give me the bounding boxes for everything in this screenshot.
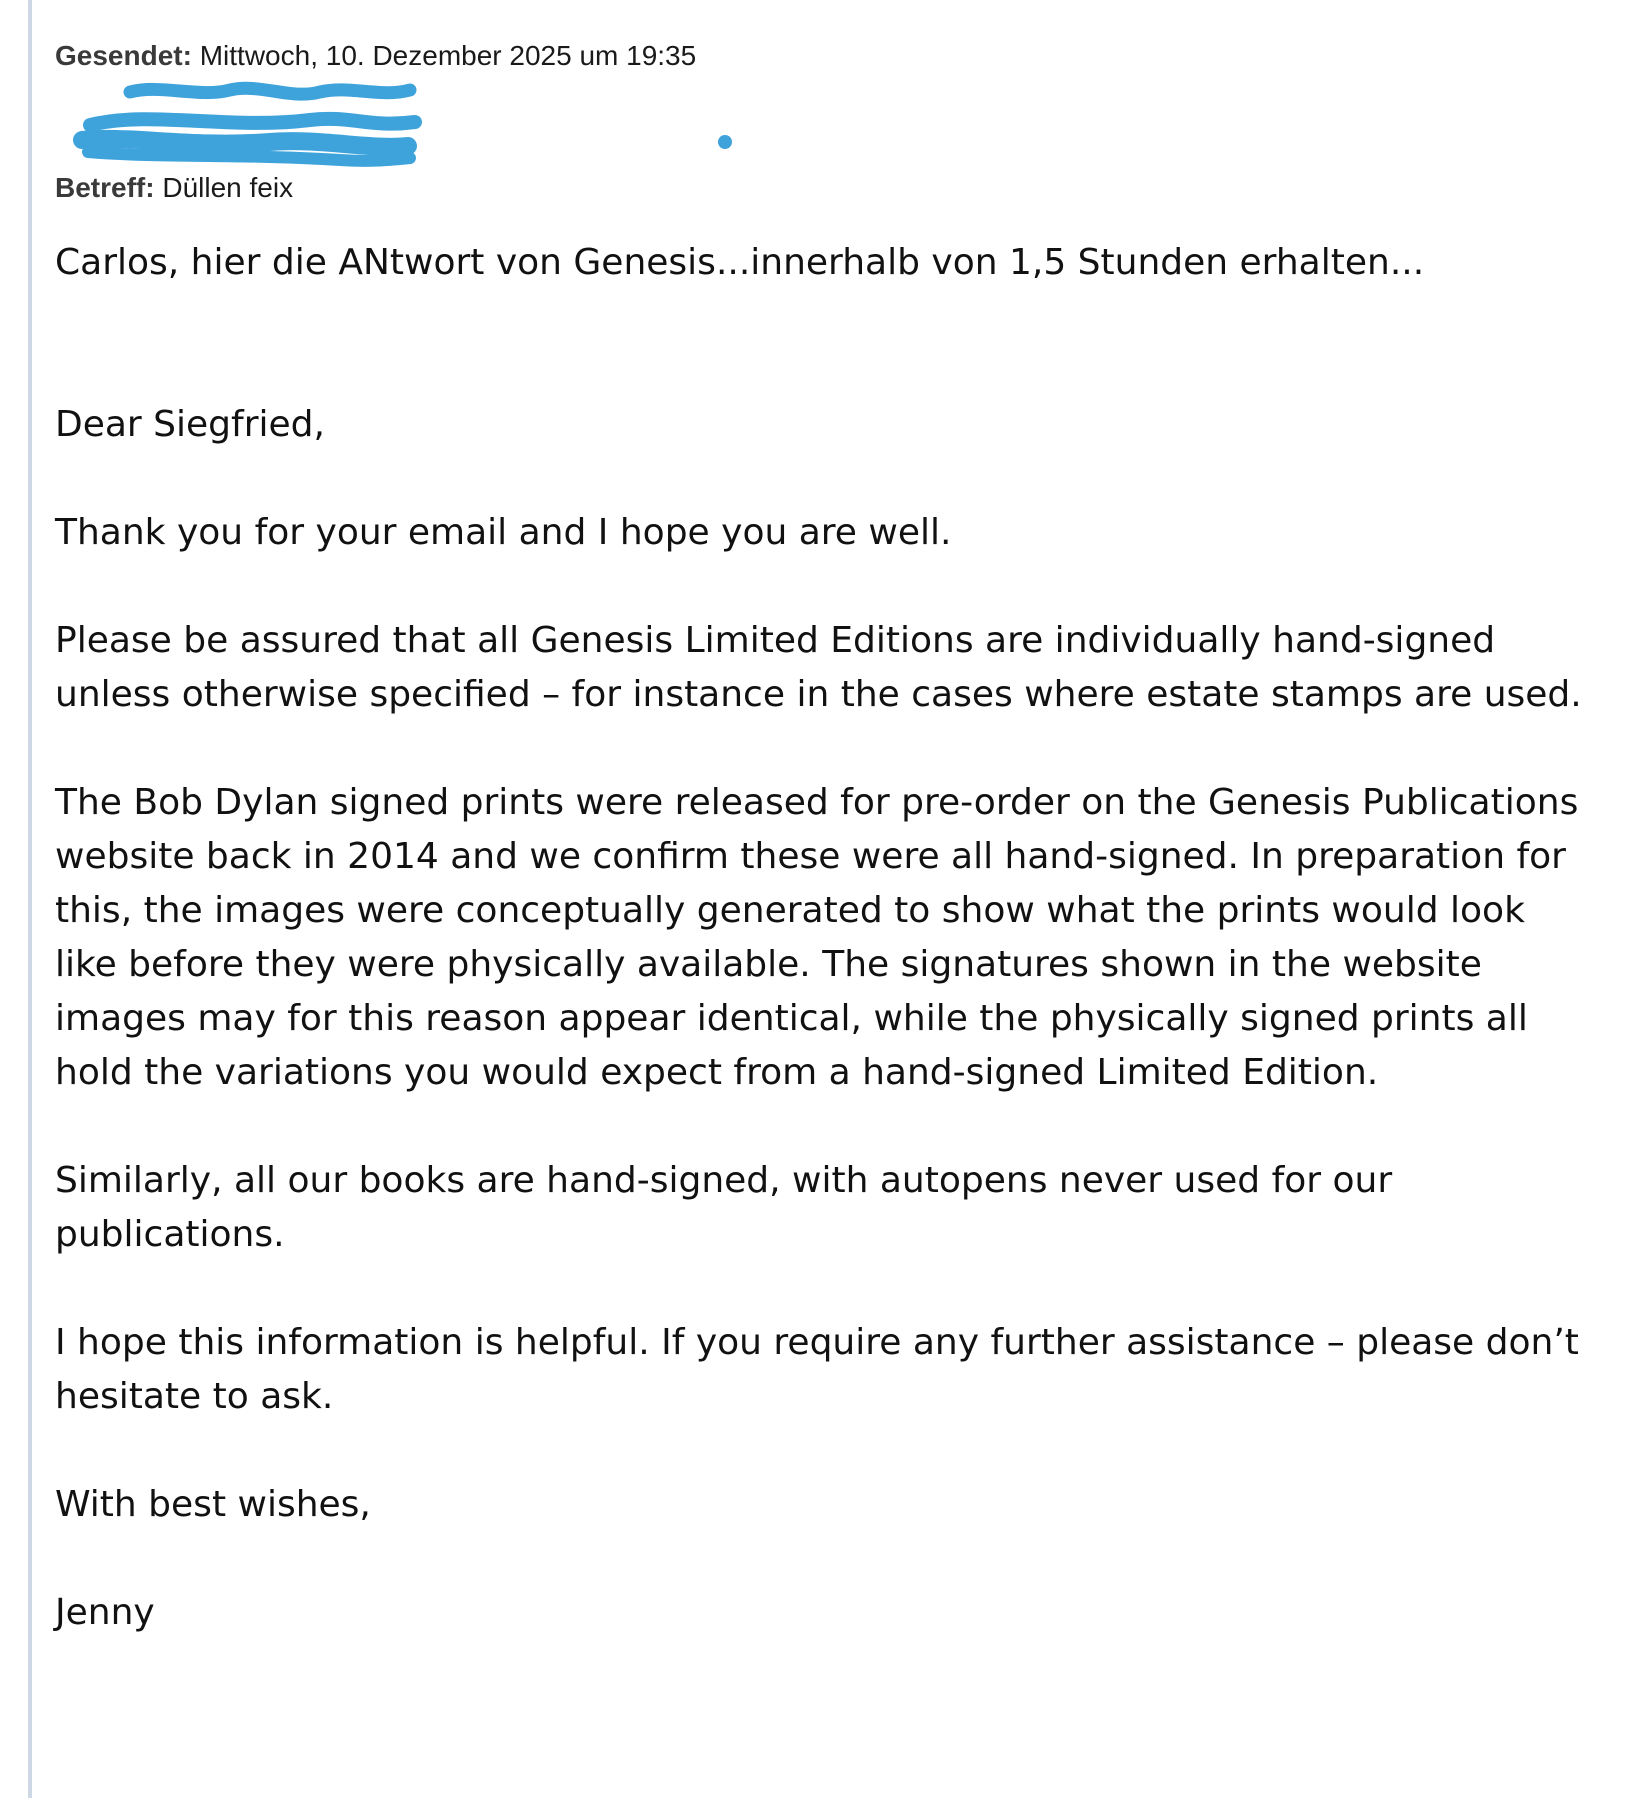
email-body bbox=[55, 236, 1585, 1640]
signature: Jenny bbox=[55, 1592, 155, 1633]
subject-line bbox=[55, 172, 293, 204]
paragraph-bob-dylan: The Bob Dylan signed prints were released for pre-order on the Genesis Publications website back in 2014 and we confirm these were all hand-signed. In preparation for this, the images were conceptually generated to show what the prints would look like before they were physically available. The signatures shown in the website images may for this reason appear identical, while the physically signed prints all hold the variations you would expect from a hand-signed Limited Edition. bbox=[55, 782, 1579, 1093]
intro-line: Carlos, hier die ANtwort von Genesis...innerhalb von 1,5 Stunden erhalten... bbox=[55, 242, 1425, 283]
paragraph-hand-signed: Please be assured that all Genesis Limited Editions are individually hand-signed unless otherwise specified – for instance in the cases where estate stamps are used. bbox=[55, 620, 1582, 715]
redaction-scribble bbox=[70, 80, 770, 175]
sent-value: Mittwoch, 10. Dezember 2025 um 19:35 bbox=[199, 40, 697, 71]
sent-line bbox=[55, 40, 696, 72]
sent-label: Gesendet: bbox=[55, 40, 192, 71]
subject-value: Düllen feix bbox=[162, 172, 294, 203]
paragraph-thanks: Thank you for your email and I hope you are well. bbox=[55, 512, 952, 553]
subject-label: Betreff: bbox=[55, 172, 155, 203]
closing: With best wishes, bbox=[55, 1484, 371, 1525]
paragraph-books: Similarly, all our books are hand-signed, with autopens never used for our publications. bbox=[55, 1160, 1393, 1255]
greeting: Dear Siegfried, bbox=[55, 404, 325, 445]
paragraph-helpful: I hope this information is helpful. If you require any further assistance – please don’t hesitate to ask. bbox=[55, 1322, 1579, 1417]
quote-bar bbox=[28, 0, 32, 1798]
